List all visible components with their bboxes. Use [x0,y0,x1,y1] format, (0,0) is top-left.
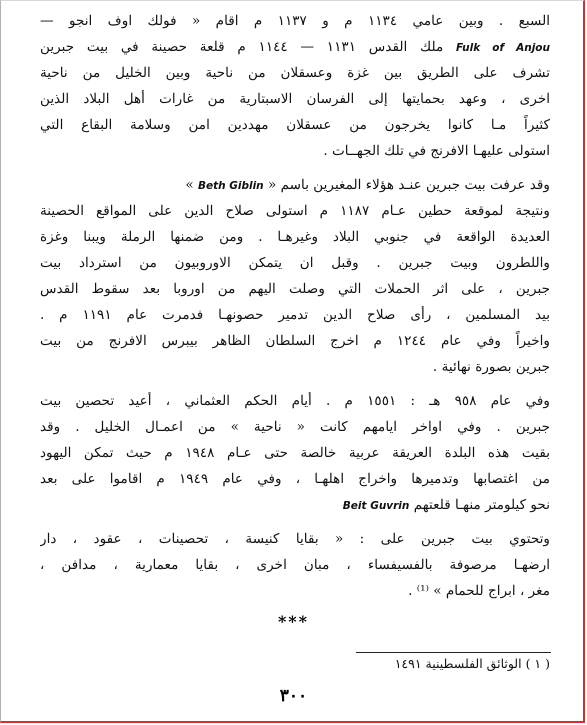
footnote-rule [356,652,551,653]
text-line: وفي عام ٩٥٨ هـ : ١٥٥١ م . أيام الحكم العثماني ، أعيد تحصين بيت [40,393,550,409]
text-line: اخرى ، وعهد بحمايتها إلى الفرسان الاسبتارية من غارات أهل البلاد الذين [40,91,550,107]
page-number: ٣٠٠ [279,686,308,706]
text-line: بقيت هذه البلدة العريقة عربية خالصة حتى عـام ١٩٤٨ م حيث تمكن اليهود [40,445,550,461]
text-line: ونتيجة لموقعة حطين عـام ١١٨٧ م استولى صلاح الدين على المواقع الحصينة [40,203,550,219]
text-line: كثيراً مـا كانوا يخرجون من عسقلان مهددين امن وسلامة البقاع التي [40,117,550,133]
text-line: جبرين ، على اثر الحملات التي وصلت اليهم من اوروبا بعد سقوط القدس [40,281,550,297]
paragraph-1 [40,8,550,164]
document-body [40,8,550,612]
text-line: بيد المسلمين ، رأى صلاح الدين تدمير حصونهـا فدمرت عام ١١٩١ م . [40,307,550,323]
text-line: السبع . وبين عامي ١١٣٤ م و ١١٣٧ م اقام « فولك اوف انجو — [40,13,550,29]
text-line: استولى عليهـا الافرنج في تلك الجهــات . [323,143,550,159]
footnote: ( ١ ) الوثائق الفلسطينية ١٤٩١ [394,656,550,671]
text-line: وقد عرفت بيت جبرين عنـد هؤلاء المغيرين باسم « Beth Giblin » [185,177,550,193]
paragraph-4 [40,526,550,604]
latin-term-beit-guvrin: Beit Guvrin [342,500,410,512]
latin-term-beth-giblin: Beth Giblin [197,180,264,192]
text-line: وتحتوي بيت جبرين على : « بقايا كنيسة ، تحصينات ، عقود ، دار [40,531,550,547]
text-line: نحو كيلومتر منهـا قلعتهم Beit Guvrin [342,497,550,513]
text-line: تشرف على الطريق بين غزة وعسقلان من ناحية وبين الخليل من ناحية [40,65,550,81]
text-line: جبرين بصورة نهائية . [432,359,550,375]
text-line: مغر ، ابراج للحمام » ⁽¹⁾ . [408,583,550,599]
paragraph-3 [40,388,550,518]
text-line: ارضهـا مرصوفة بالفسيفساء ، مبان اخرى ، بقايا معمارية ، مدافن ، [40,557,550,573]
text-line: واخيراً وفي عام ١٢٤٤ م اخرج السلطان الظاهر بيبرس الافرنج من بيت [40,333,550,349]
text-line: من اغتصابها وتدميرها واخراج اهلهـا ، وفي عام ١٩٤٩ م اقاموا على بعد [40,471,550,487]
section-separator: *** [277,612,310,631]
text-line: Fulk of Anjou ملك القدس ١١٣١ — ١١٤٤ م قلعة حصينة في بيت جبرين [40,39,550,55]
text-line: واللطرون وبيت جبرين . وقبل ان يتمكن الاوروبيون من استرداد بيت [40,255,550,271]
latin-term-fulk: Fulk of Anjou [455,42,550,54]
text-line: العديدة الواقعة في جنوبي البلاد وغيرهـا . ومن ضمنها الرملة ويبنا وغزة [40,229,550,245]
paragraph-2 [40,172,550,380]
text-line: جبرين . وفي اواخر ايامهم كانت « ناحية » من اعمـال الخليل . وقد [40,419,550,435]
